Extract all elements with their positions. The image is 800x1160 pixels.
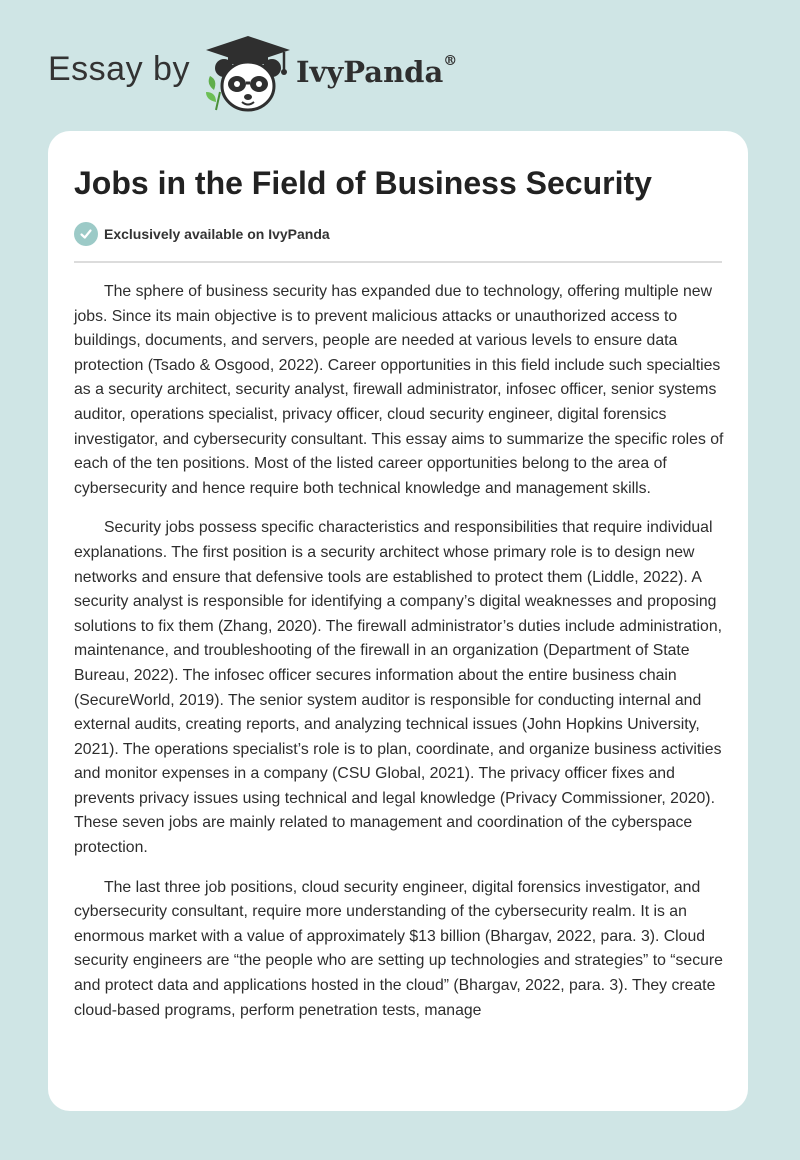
essay-card bbox=[48, 131, 748, 1111]
brand-text: IvyPanda bbox=[296, 55, 444, 89]
site-header bbox=[0, 0, 800, 130]
brand-name[interactable] bbox=[296, 55, 457, 89]
exclusive-badge bbox=[74, 221, 330, 247]
registered-mark: ® bbox=[443, 53, 458, 69]
essay-title: Jobs in the Field of Business Security bbox=[74, 165, 652, 201]
check-icon bbox=[74, 222, 98, 246]
essay-body bbox=[74, 280, 726, 1038]
divider bbox=[74, 261, 722, 263]
paragraph-3: The last three job positions, cloud security engineer, digital forensics investigator, and cybersecurity consultant, require more understanding of the cybersecurity realm. It is an enormous market with a value of approximately $13 billion (Bhargav, 2022, para. 3). Cloud security engineers are “the people who are setting up technologies and strategies” to “secure and protect data and applications hosted in the cloud” (Bhargav, 2022, para. 3). They create cloud-based programs, perform penetration tests, manage bbox=[74, 878, 723, 1019]
essay-by-label: Essay by bbox=[48, 50, 190, 88]
paragraph-2: Security jobs possess specific characteristics and responsibilities that require individual explanations. The first position is a security architect whose primary role is to design new networks and ensure that defensive tools are established to protect them (Liddle, 2022). A security analyst is responsible for identifying a company’s digital weaknesses and proposing solutions to fix them (Zhang, 2020). The firewall administrator’s duties include administration, maintenance, and troubleshooting of the firewall in an organization (Department of State Bureau, 2022). The infosec officer secures information about the entire business chain (SecureWorld, 2019). The senior system auditor is responsible for conducting internal and external audits, creating reports, and analyzing technical issues (John Hopkins University, 2021). The operations specialist’s role is to plan, coordinate, and organize business activities and monitor expenses in a company (CSU Global, 2021). The privacy officer fixes and prevents privacy issues using technical and legal knowledge (Privacy Commissioner, 2020). These seven jobs are mainly related to management and coordination of the cyberspace protection. bbox=[74, 519, 722, 857]
paragraph-1: The sphere of business security has expanded due to technology, offering multiple new jobs. Since its main objective is to prevent malicious attacks or unauthorized access to buildings, documents, and servers, people are needed at various levels to ensure data protection (Tsado & Osgood, 2022). Career opportunities in this field include such specialties as a security architect, security analyst, firewall administrator, infosec officer, senior systems auditor, operations specialist, privacy officer, cloud security engineer, digital forensics investigator, and cybersecurity consultant. This essay aims to summarize the specific roles of each of the ten positions. Most of the listed career opportunities belong to the area of cybersecurity and hence require both technical knowledge and management skills. bbox=[74, 283, 724, 497]
ivypanda-logo-icon[interactable] bbox=[200, 34, 296, 114]
exclusive-badge-label: Exclusively available on IvyPanda bbox=[104, 226, 330, 242]
